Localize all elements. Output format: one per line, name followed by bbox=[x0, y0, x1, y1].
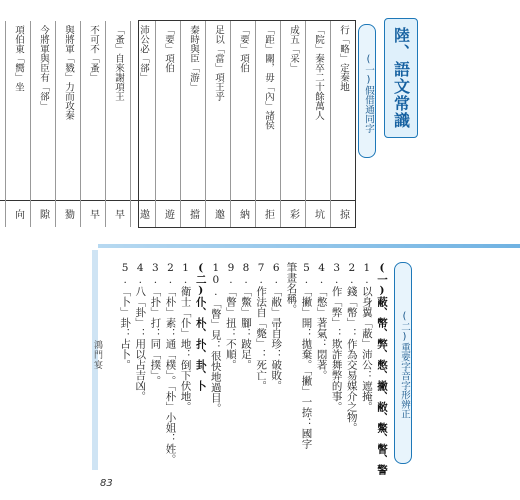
table-phrase: 與將軍「戮」力而攻秦 bbox=[63, 25, 74, 120]
table-column bbox=[230, 21, 255, 227]
table-correct-char: 隙 bbox=[31, 200, 55, 227]
table-phrase: 項伯東「嚮」坐 bbox=[13, 25, 24, 92]
table-phrase: 秦時與臣「游」 bbox=[188, 25, 199, 92]
table-phrase: 「距」關，毋「內」諸侯 bbox=[263, 25, 274, 130]
table-phrase: 沛公必「郤」 bbox=[138, 25, 149, 82]
list-item: 4.八「卦」：用以占吉凶。 bbox=[134, 262, 147, 402]
table-correct-char: 遊 bbox=[156, 200, 180, 227]
list-item: 7.作法自「斃」：死亡。 bbox=[255, 262, 268, 391]
table-correct-char: 早 bbox=[106, 200, 130, 227]
table-phrase: 足以「當」項王乎 bbox=[213, 25, 224, 101]
list-item: 10.「瞥」見：很快地過目。 bbox=[209, 262, 222, 414]
section-divider bbox=[98, 244, 520, 248]
table-column bbox=[130, 21, 155, 227]
table-correct-char: 勠 bbox=[56, 200, 80, 227]
chapter-tab-label: 鴻門宴 bbox=[92, 340, 102, 370]
group-heading: (二)仆、朴、扑、卦、卜 bbox=[194, 262, 207, 391]
list-item: 3.作「弊」：欺詐舞弊的事。 bbox=[330, 262, 343, 412]
list-item: 筆畫名稱。 bbox=[285, 262, 298, 315]
table-column bbox=[55, 21, 80, 227]
table-correct-char: 彩 bbox=[281, 200, 305, 227]
list-item: 1.以身翼「蔽」沛公：遮掩。 bbox=[360, 262, 373, 412]
subsection-heading-2: (二)重要字音字形辨正 bbox=[394, 262, 412, 464]
list-item: 2.「朴」素：通「樸」。「朴」小姐：姓。 bbox=[164, 262, 177, 465]
table-column bbox=[5, 21, 30, 227]
table-correct-char: 掠 bbox=[331, 200, 355, 227]
table-correct-char: 向 bbox=[6, 200, 30, 227]
list-item: 2.錢「幣」：作為交易媒介之物。 bbox=[345, 262, 358, 433]
table-phrase: 「院」秦卒二十餘萬人 bbox=[313, 25, 324, 120]
list-item: 3.「扑」打：同「撲」。 bbox=[149, 262, 162, 386]
list-item: 5.「卜」卦：占卜。 bbox=[119, 262, 132, 370]
table-column bbox=[205, 21, 230, 227]
page-number: 83 bbox=[100, 478, 113, 489]
table-phrase: 行「略」定秦地 bbox=[338, 25, 349, 92]
table-column bbox=[30, 21, 55, 227]
subsection-heading-1: (一)假借通同字 bbox=[358, 24, 376, 158]
table-column bbox=[330, 21, 355, 227]
table-phrase: 「要」項伯 bbox=[163, 25, 174, 73]
table-correct-char: 坑 bbox=[306, 200, 330, 227]
pronunciation-list bbox=[118, 262, 390, 482]
list-item: 8.「鱉」腳：跛足。 bbox=[240, 262, 253, 370]
table-column bbox=[305, 21, 330, 227]
table-correct-char: 擋 bbox=[181, 200, 205, 227]
list-item: 4.「憋」著氣：悶著。 bbox=[315, 262, 328, 381]
group-heading: (一)蔽、幣、弊、憋、撇、敝、鱉、瞥、警 bbox=[376, 262, 388, 475]
table-column bbox=[255, 21, 280, 227]
tongjia-table bbox=[12, 20, 356, 228]
list-item: 6.「敝」帚自珍：破敗。 bbox=[270, 262, 283, 391]
table-phrase: 「要」項伯 bbox=[238, 25, 249, 73]
table-correct-char: 拒 bbox=[256, 200, 280, 227]
table-phrase: 「蚤」自來謝項王 bbox=[113, 25, 124, 101]
table-phrase: 成五「采」 bbox=[288, 25, 299, 73]
table-correct-char: 邀 bbox=[206, 200, 230, 227]
table-correct-char: 早 bbox=[81, 200, 105, 227]
list-item: 5.「撇」開：拋棄。「撇」一捺：國字 bbox=[300, 262, 313, 449]
table-column bbox=[105, 21, 130, 227]
table-column bbox=[80, 21, 105, 227]
section-title: 陸、語文常識 bbox=[384, 18, 418, 138]
table-correct-char: 納 bbox=[231, 200, 255, 227]
table-column bbox=[180, 21, 205, 227]
table-column bbox=[155, 21, 180, 227]
table-phrase: 今將軍與臣有「郤」 bbox=[38, 25, 49, 111]
list-item: 1.衛士「仆」地：倒下伏地。 bbox=[179, 262, 192, 412]
table-correct-char: 遨 bbox=[131, 200, 155, 227]
table-column bbox=[280, 21, 305, 227]
list-item: 9.「瞥」扭：不順。 bbox=[224, 262, 237, 370]
table-phrase: 不可不「蚤」 bbox=[88, 25, 99, 82]
